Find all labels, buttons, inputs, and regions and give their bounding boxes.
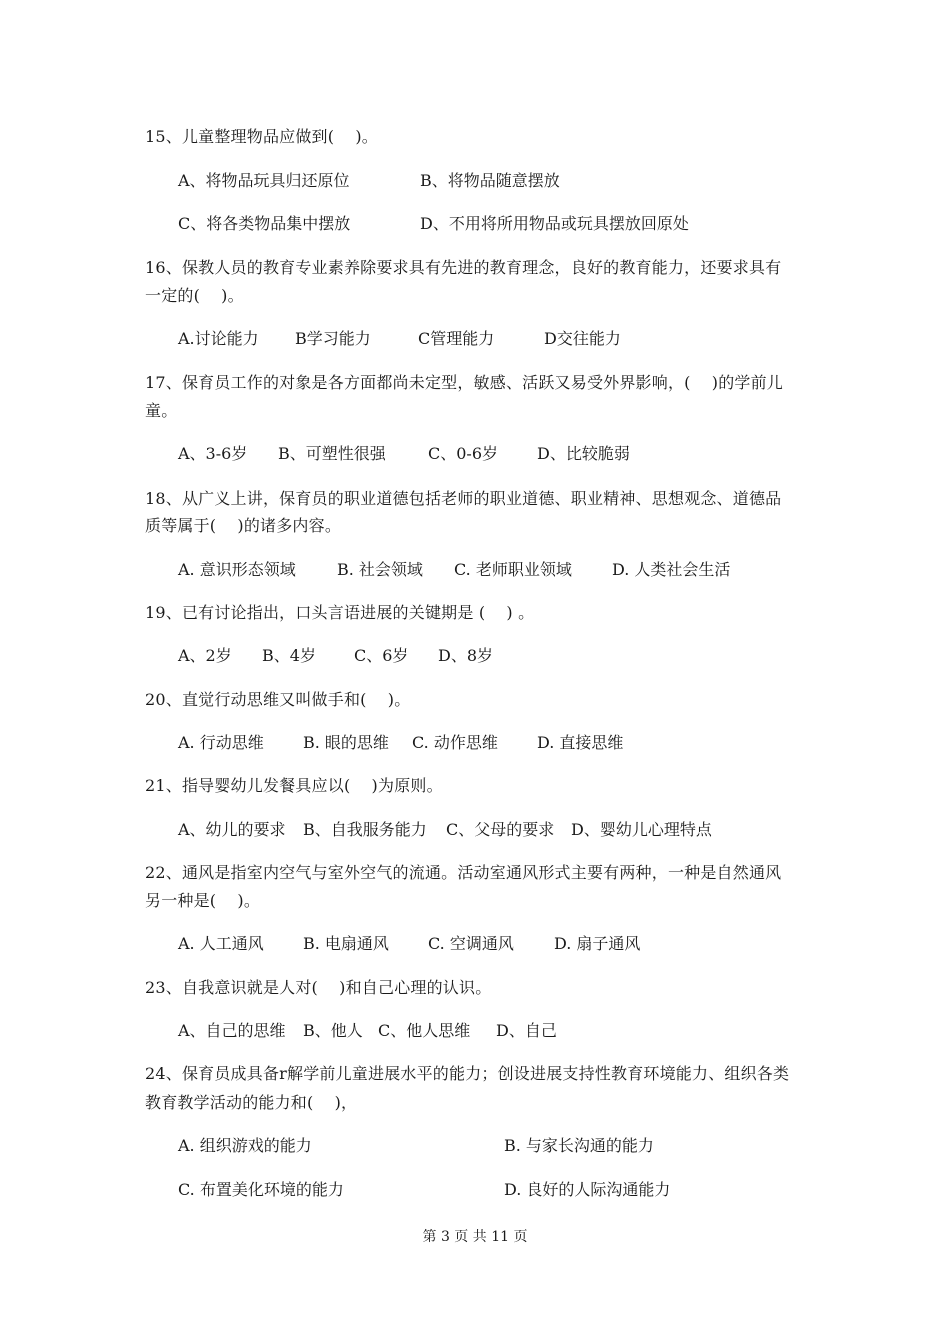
- q15-option-d: D、不用将所用物品或玩具摆放回原处: [420, 214, 689, 233]
- q20-option-b: B. 眼的思维: [303, 733, 389, 752]
- q24-option-b: B. 与家长沟通的能力: [504, 1136, 654, 1155]
- q18-option-d: D. 人类社会生活: [612, 560, 731, 579]
- question-24-line-1: 24、保育员成具备r解学前儿童进展水平的能力；创设进展支持性教育环境能力、组织各类: [145, 1064, 790, 1083]
- q20-option-c: C. 动作思维: [412, 733, 498, 752]
- q23-option-b: B、他人: [303, 1021, 363, 1040]
- q20-option-a: A. 行动思维: [178, 733, 264, 752]
- q17-option-a: A、3-6岁: [178, 444, 248, 463]
- q19-option-c: C、6岁: [354, 646, 409, 665]
- question-16-line-2: 一定的( )。: [145, 286, 244, 305]
- q18-option-b: B. 社会领域: [337, 560, 423, 579]
- q17-option-b: B、可塑性很强: [278, 444, 386, 463]
- q16-option-d: D交往能力: [544, 329, 621, 348]
- q24-option-a: A. 组织游戏的能力: [178, 1136, 312, 1155]
- question-18-line-2: 质等属于( )的诸多内容。: [145, 516, 342, 535]
- q16-option-b: B学习能力: [295, 329, 371, 348]
- q18-option-a: A. 意识形态领域: [178, 560, 296, 579]
- q15-option-a: A、将物品玩具归还原位: [178, 171, 350, 190]
- question-18-line-1: 18、从广义上讲，保育员的职业道德包括老师的职业道德、职业精神、思想观念、道德品: [145, 489, 782, 508]
- q20-option-d: D. 直接思维: [537, 733, 624, 752]
- page-footer: 第 3 页 共 11 页: [422, 1229, 528, 1245]
- q22-option-c: C. 空调通风: [428, 934, 514, 953]
- question-17-line-2: 童。: [145, 401, 178, 420]
- q18-option-c: C. 老师职业领域: [454, 560, 572, 579]
- q21-option-b: B、自我服务能力: [303, 820, 427, 839]
- q24-option-d: D. 良好的人际沟通能力: [504, 1180, 671, 1199]
- question-24-line-2: 教育教学活动的能力和( )，: [145, 1093, 358, 1112]
- q17-option-c: C、0-6岁: [428, 444, 499, 463]
- question-15: 15、儿童整理物品应做到( )。: [145, 127, 378, 146]
- q21-option-d: D、婴幼儿心理特点: [571, 820, 712, 839]
- q23-option-c: C、他人思维: [378, 1021, 471, 1040]
- q22-option-d: D. 扇子通风: [554, 934, 641, 953]
- question-16-line-1: 16、保教人员的教育专业素养除要求具有先进的教育理念，良好的教育能力，还要求具有: [145, 258, 782, 277]
- q15-option-b: B、将物品随意摆放: [420, 171, 560, 190]
- q22-option-b: B. 电扇通风: [303, 934, 389, 953]
- q19-option-a: A、2岁: [178, 646, 232, 665]
- question-20: 20、直觉行动思维又叫做手和( )。: [145, 690, 411, 709]
- question-17-line-1: 17、保育员工作的对象是各方面都尚未定型，敏感、活跃又易受外界影响，( )的学前儿: [145, 373, 783, 392]
- question-21: 21、指导婴幼儿发餐具应以( )为原则。: [145, 776, 443, 795]
- q16-option-c: C管理能力: [418, 329, 495, 348]
- q17-option-d: D、比较脆弱: [537, 444, 630, 463]
- q23-option-a: A、自己的思维: [178, 1021, 286, 1040]
- q21-option-c: C、父母的要求: [446, 820, 555, 839]
- question-19: 19、已有讨论指出，口头言语进展的关键期是 ( ) 。: [145, 603, 535, 622]
- q15-option-c: C、将各类物品集中摆放: [178, 214, 351, 233]
- question-23: 23、自我意识就是人对( )和自己心理的认识。: [145, 978, 492, 997]
- question-22-line-2: 另一种是( )。: [145, 891, 261, 910]
- q21-option-a: A、幼儿的要求: [178, 820, 286, 839]
- question-22-line-1: 22、通风是指室内空气与室外空气的流通。活动室通风形式主要有两种，一种是自然通风: [145, 863, 782, 882]
- q22-option-a: A. 人工通风: [178, 934, 264, 953]
- q24-option-c: C. 布置美化环境的能力: [178, 1180, 344, 1199]
- q23-option-d: D、自己: [496, 1021, 557, 1040]
- q19-option-d: D、8岁: [438, 646, 494, 665]
- q16-option-a: A.讨论能力: [178, 329, 259, 348]
- q19-option-b: B、4岁: [262, 646, 316, 665]
